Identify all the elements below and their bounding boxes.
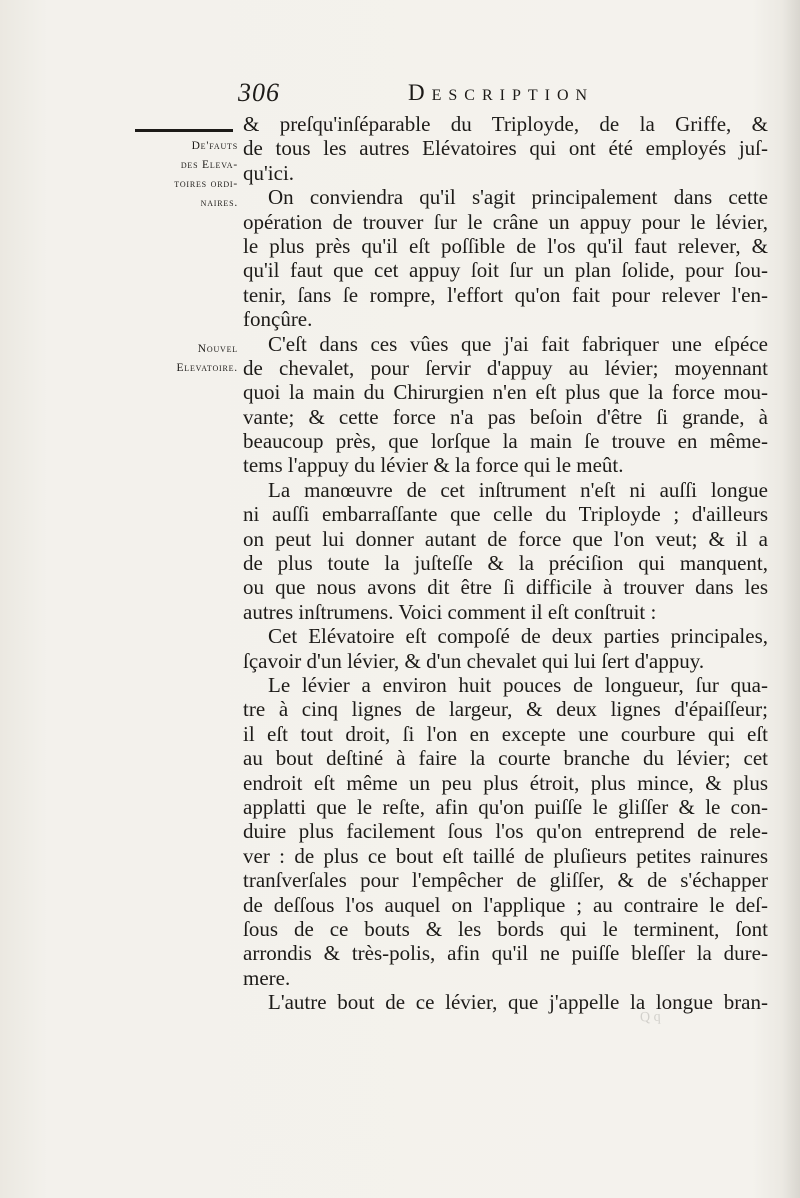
- margin-note-line: naires.: [200, 197, 238, 209]
- page-header: [238, 78, 778, 114]
- text-line: il eſt tout droit, ſi l'on en excepte une courbure qui eſt: [243, 721, 768, 746]
- text-line: vante; & cette force n'a pas beſoin d'être ſi grande, à: [243, 404, 768, 429]
- text-line: tre à cinq lignes de largeur, & deux lignes d'épaiſſeur;: [243, 697, 768, 722]
- text-line: duire plus facilement ſous l'os qu'on entreprend de rele-: [243, 819, 768, 844]
- text-line: tranſverſales pour l'empêcher de gliſſer, & de s'échapper: [243, 868, 768, 893]
- margin-note-defauts: [128, 137, 238, 213]
- text-line: de tous les autres Elévatoires qui ont été employés juſ-: [243, 136, 768, 161]
- text-line: qu'ici.: [243, 160, 295, 185]
- text-line: au bout deſtiné à faire la courte branche du lévier; cet: [243, 746, 768, 771]
- margin-rule: [135, 129, 233, 132]
- text-line: de plus toute la juſteſſe & la préciſion qui manquent,: [243, 551, 768, 576]
- text-line: ver : de plus ce bout eſt taillé de pluſieurs petites rainures: [243, 843, 768, 868]
- text-line: L'autre bout de ce lévier, que j'appelle la longue bran-: [268, 990, 768, 1015]
- margin-note-line: Elevatoire.: [176, 362, 238, 374]
- text-line: mere.: [243, 965, 291, 990]
- text-line: On conviendra qu'il s'agit principalement dans cette: [268, 185, 768, 210]
- text-line: ſous de ce bouts & les bords qui le terminent, ſont: [243, 916, 768, 941]
- bleed-through-mark: Q q: [639, 1009, 661, 1026]
- margin-note-line: des Eleva-: [180, 159, 238, 171]
- margin-note-line: Nouvel: [197, 343, 238, 355]
- text-line: endroit eſt même un peu plus étroit, plus mince, & plus: [243, 770, 768, 795]
- text-line: de chevalet, pour ſervir d'appuy au lévier; moyennant: [243, 355, 768, 380]
- text-line: autres inſtrumens. Voici comment il eſt conſtruit :: [243, 599, 657, 624]
- text-line: Le lévier a environ huit pouces de longueur, ſur qua-: [268, 672, 768, 697]
- text-line: on peut lui donner autant de force que l'on veut; & il a: [243, 526, 768, 551]
- text-line: Cet Elévatoire eſt compoſé de deux parties principales,: [268, 624, 768, 649]
- text-line: quoi la main du Chirurgien n'en eſt plus que la force mou-: [243, 380, 768, 405]
- text-line: ſçavoir d'un lévier, & d'un chevalet qui lui ſert d'appuy.: [243, 648, 705, 673]
- page-gutter-shadow: [782, 0, 800, 1198]
- text-line: de deſſous l'os auquel on l'applique ; au contraire le deſ-: [243, 892, 768, 917]
- margin-note-line: De'fauts: [191, 140, 238, 152]
- text-line: tenir, ſans ſe rompre, l'effort qu'on fait pour relever l'en-: [243, 282, 768, 307]
- text-line: ou que nous avons dit être ſi difficile à trouver dans les: [243, 575, 768, 600]
- text-line: C'eſt dans ces vûes que j'ai fait fabriquer une eſpéce: [268, 331, 768, 356]
- margin-note-line: toires ordi-: [174, 178, 238, 190]
- text-line: La manœuvre de cet inſtrument n'eſt ni auſſi longue: [268, 477, 768, 502]
- body-text: [243, 112, 768, 1014]
- text-line: arrondis & très-polis, afin qu'il ne puiſſe bleſſer la dure-: [243, 941, 768, 966]
- text-line: fonçûre.: [243, 307, 313, 332]
- text-line: tems l'appuy du lévier & la force qui le meût.: [243, 453, 624, 478]
- running-title: Description: [408, 80, 595, 105]
- text-line: ni auſſi embarraſſante que celle du Triployde ; d'ailleurs: [243, 502, 768, 527]
- text-line: le plus près qu'il eſt poſſible de l'os qu'il faut relever, &: [243, 233, 768, 258]
- margin-note-nouvel-elevatoire: [128, 340, 238, 378]
- text-line: qu'il faut que cet appuy ſoit ſur un plan ſolide, pour ſou-: [243, 258, 768, 283]
- page-number: 306: [238, 78, 280, 107]
- text-line: beaucoup près, que lorſque la main ſe trouve en même-: [243, 429, 768, 454]
- text-line: opération de trouver ſur le crâne un appuy pour le lévier,: [243, 209, 768, 234]
- text-line: & preſqu'inſéparable du Triployde, de la Griffe, &: [243, 112, 768, 136]
- text-line: applatti que le reſte, afin qu'on puiſſe le gliſſer & le con-: [243, 794, 768, 819]
